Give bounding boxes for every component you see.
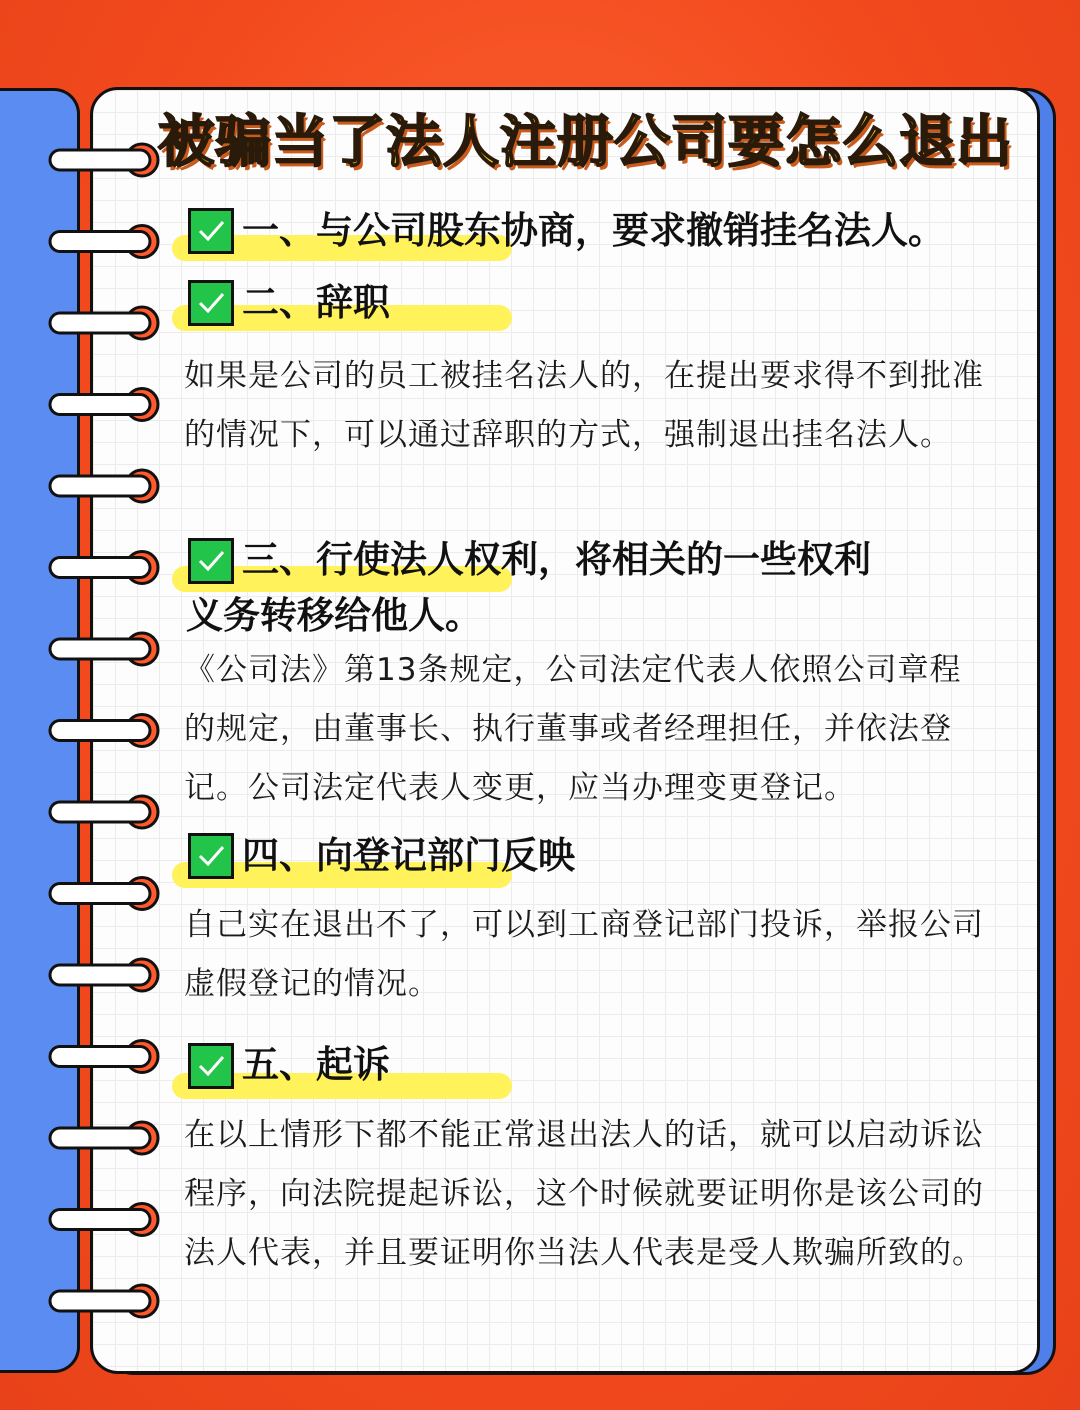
binder-ring-icon: [50, 552, 158, 584]
binder-ring-icon: [50, 1285, 158, 1317]
section-4-title: 四、向登记部门反映: [242, 834, 575, 877]
binder-ring-icon: [50, 1204, 158, 1236]
binder-ring-icon: [50, 633, 158, 665]
binder-ring-icon: [50, 1122, 158, 1154]
section-3-title-line1: 三、行使法人权利，将相关的一些权利: [242, 538, 871, 581]
binder-ring-icon: [50, 1041, 158, 1073]
binder-rings: [0, 0, 180, 1410]
binder-ring-icon: [50, 796, 158, 828]
binder-ring-icon: [50, 470, 158, 502]
binder-ring-icon: [50, 389, 158, 421]
binder-ring-icon: [50, 878, 158, 910]
green-check-icon: [188, 833, 234, 879]
section-2-body: 如果是公司的员工被挂名法人的，在提出要求得不到批准的情况下，可以通过辞职的方式，强制退出挂名法人。: [184, 358, 984, 453]
page-title: 被骗当了法人注册公司要怎么退出: [158, 110, 1013, 175]
section-4-body: 自己实在退出不了，可以到工商登记部门投诉，举报公司虚假登记的情况。: [184, 907, 984, 1002]
green-check-icon: [188, 538, 234, 584]
green-check-icon: [188, 280, 234, 326]
binder-ring-icon: [50, 144, 158, 176]
green-check-icon: [188, 208, 234, 254]
section-5-title: 五、起诉: [242, 1043, 390, 1086]
binder-ring-icon: [50, 959, 158, 991]
binder-ring-icon: [50, 307, 158, 339]
section-2-title: 二、辞职: [242, 281, 390, 324]
binder-ring-icon: [50, 715, 158, 747]
section-1-title: 一、与公司股东协商，要求撤销挂名法人。: [242, 209, 945, 252]
section-3-body: 《公司法》第13条规定，公司法定代表人依照公司章程的规定，由董事长、执行董事或者经理担任，并依法登记。公司法定代表人变更，应当办理变更登记。: [184, 652, 962, 806]
green-check-icon: [188, 1043, 234, 1089]
section-5-body: 在以上情形下都不能正常退出法人的话，就可以启动诉讼程序，向法院提起诉讼，这个时候就要证明你是该公司的法人代表，并且要证明你当法人代表是受人欺骗所致的。: [184, 1117, 984, 1271]
section-3-title-line2: 义务转移给他人。: [186, 594, 482, 637]
binder-ring-icon: [50, 226, 158, 258]
